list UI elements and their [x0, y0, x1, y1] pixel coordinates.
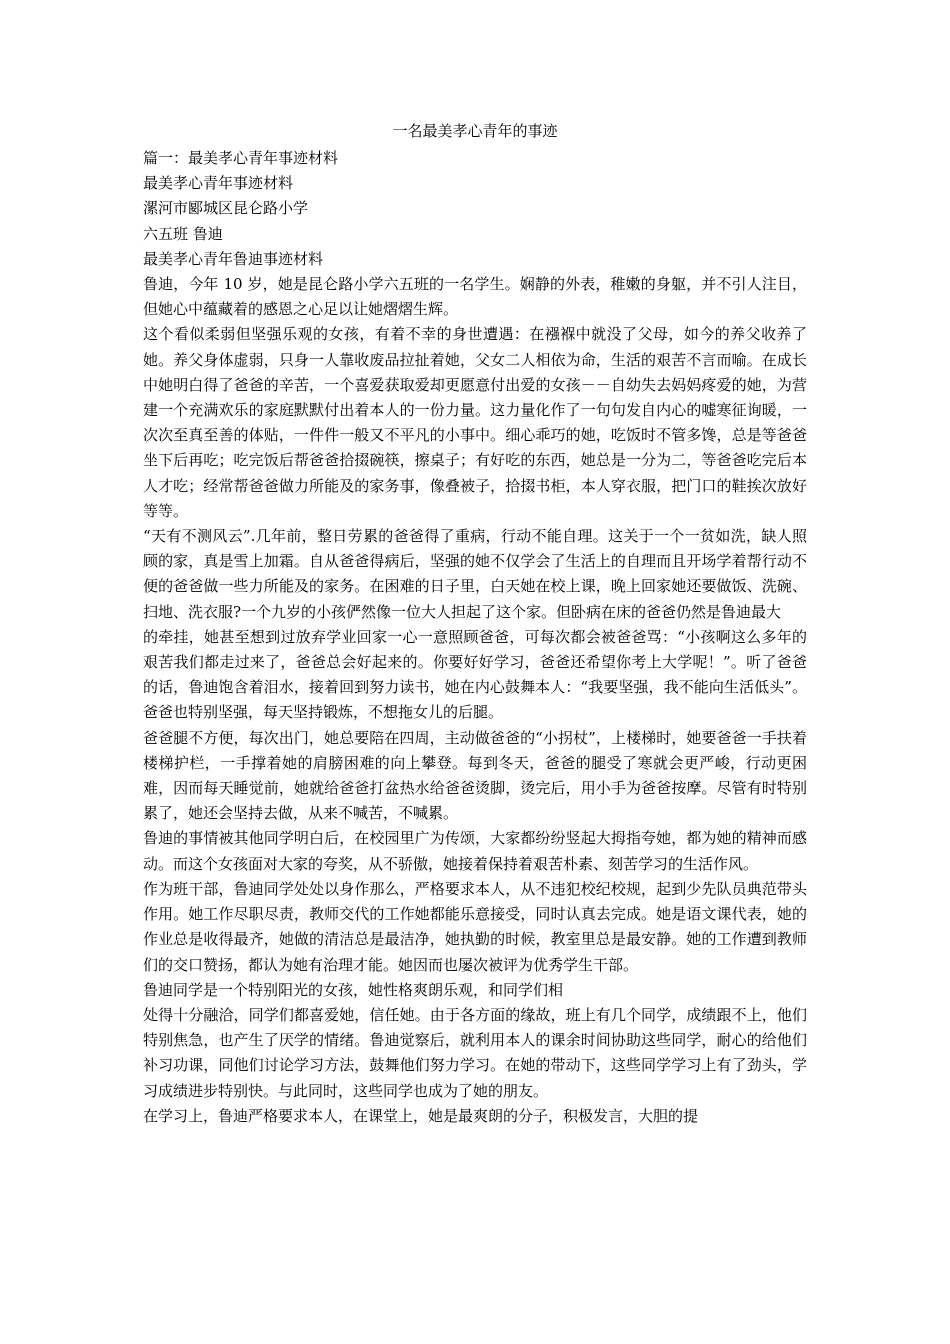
header-line-section: 篇一：最美孝心青年事迹材料: [143, 149, 339, 167]
paragraph: 作为班干部，鲁迪同学处处以身作那么，严格要求本人，从不违犯校纪校规，起到少先队员典范带头作用。她工作尽职尽责，教师交代的工作她都能乐意接受，同时认真去完成。她是语文课代表，她的作业总是收得最齐，她做的清洁总是最洁净，她执勤的时候，教室里总是最安静。她的工作遭到教师们的交口赞扬，都认为她有治理才能。她因而也屡次被评为优秀学生干部。: [143, 879, 807, 974]
header-line-subtitle: 最美孝心青年鲁迪事迹材料: [143, 249, 324, 268]
paragraph: 爸爸腿不方便，每次出门，她总要陪在四周，主动做爸爸的“小拐杖”，上楼梯时，她要爸爸一手扶着楼梯护栏，一手撑着她的肩膀困难的向上攀登。每到冬天，爸爸的腿受了寒就会更严峻，行动更困难，因而每天睡觉前，她就给爸爸打盆热水给爸爸烫脚，烫完后，用小手为爸爸按摩。尽管有时特别累了，她还会坚持去做，从来不喊苦，不喊累。: [143, 728, 807, 823]
paragraph: 鲁迪的事情被其他同学明白后，在校园里广为传颂，大家都纷纷竖起大拇指夸她，都为她的精神而感动。而这个女孩面对大家的夸奖，从不骄傲，她接着保持着艰苦朴素、刻苦学习的生活作风。: [143, 829, 807, 873]
paragraph: 的牵挂，她甚至想到过放弃学业回家一心一意照顾爸爸，可每次都会被爸爸骂：“小孩啊这么多年的艰苦我们都走过来了，爸爸总会好起来的。你要好好学习，爸爸还希望你考上大学呢！”。听了爸爸的话，鲁迪饱含着泪水，接着回到努力读书，她在内心鼓舞本人：“我要坚强，我不能向生活低头”。爸爸也特别坚强，每天坚持锻炼，不想拖女儿的后腿。: [143, 627, 807, 722]
document-title: 一名最美孝心青年的事迹: [392, 122, 558, 140]
header-line-heading: 最美孝心青年事迹材料: [143, 174, 294, 193]
paragraph: 鲁迪同学是一个特别阳光的女孩，她性格爽朗乐观，和同学们相: [143, 980, 564, 999]
paragraph: 处得十分融洽，同学们都喜爱她，信任她。由于各方面的缘故，班上有几个同学，成绩跟不上，他们特别焦急，也产生了厌学的情绪。鲁迪觉察后，就利用本人的课余时间协助这些同学，耐心的给他们补习功课，同他们讨论学习方法，鼓舞他们努力学习。在她的带动下，这些同学学习上有了劲头，学习成绩进步特别快。与此同时，这些同学也成为了她的朋友。: [143, 1005, 807, 1100]
paragraph: 鲁迪，今年 10 岁，她是昆仑路小学六五班的一名学生。娴静的外表，稚嫩的身躯，并不引人注目，但她心中蕴藏着的感恩之心足以让她熠熠生辉。: [143, 275, 807, 319]
header-line-school: 漯河市郾城区昆仑路小学: [143, 199, 309, 218]
paragraph: “天有不测风云”.几年前，整日劳累的爸爸得了重病，行动不能自理。这关于一个一贫如洗，缺人照顾的家，真是雪上加霜。自从爸爸得病后，坚强的她不仅学会了生活上的自理而且开场学着帮行动不便的爸爸做一些力所能及的家务。在困难的日子里，白天她在校上课，晚上回家她还要做饭、洗碗、扫地、洗衣服?一个九岁的小孩俨然像一位大人担起了这个家。但卧病在床的爸爸仍然是鲁迪最大: [143, 527, 807, 621]
paragraph: 在学习上，鲁迪严格要求本人，在课堂上，她是最爽朗的分子，积极发言，大胆的提: [143, 1106, 699, 1125]
document-page: [143, 120, 807, 1129]
paragraph: 这个看似柔弱但坚强乐观的女孩，有着不幸的身世遭遇：在襁褓中就没了父母，如今的养父收养了她。养父身体虚弱，只身一人靠收废品拉扯着她，父女二人相依为命，生活的艰苦不言而喻。在成长中她明白得了爸爸的辛苦，一个喜爱获取爱却更愿意付出爱的女孩－－自幼失去妈妈疼爱的她，为营建一个充满欢乐的家庭默默付出着本人的一份力量。这力量化作了一句句发自内心的嘘寒征询暖，一次次至真至善的体贴，一件件一般又不平凡的小事中。细心乖巧的她，吃饭时不管多馋，总是等爸爸坐下后再吃；吃完饭后帮爸爸拾掇碗筷，擦桌子；有好吃的东西，她总是一分为二，等爸爸吃完后本人才吃；经常帮爸爸做力所能及的家务事，像叠被子，拾掇书柜，本人穿衣服，把门口的鞋挨次放好等等。: [143, 325, 807, 520]
header-line-class-name: 六五班 鲁迪: [143, 224, 223, 243]
